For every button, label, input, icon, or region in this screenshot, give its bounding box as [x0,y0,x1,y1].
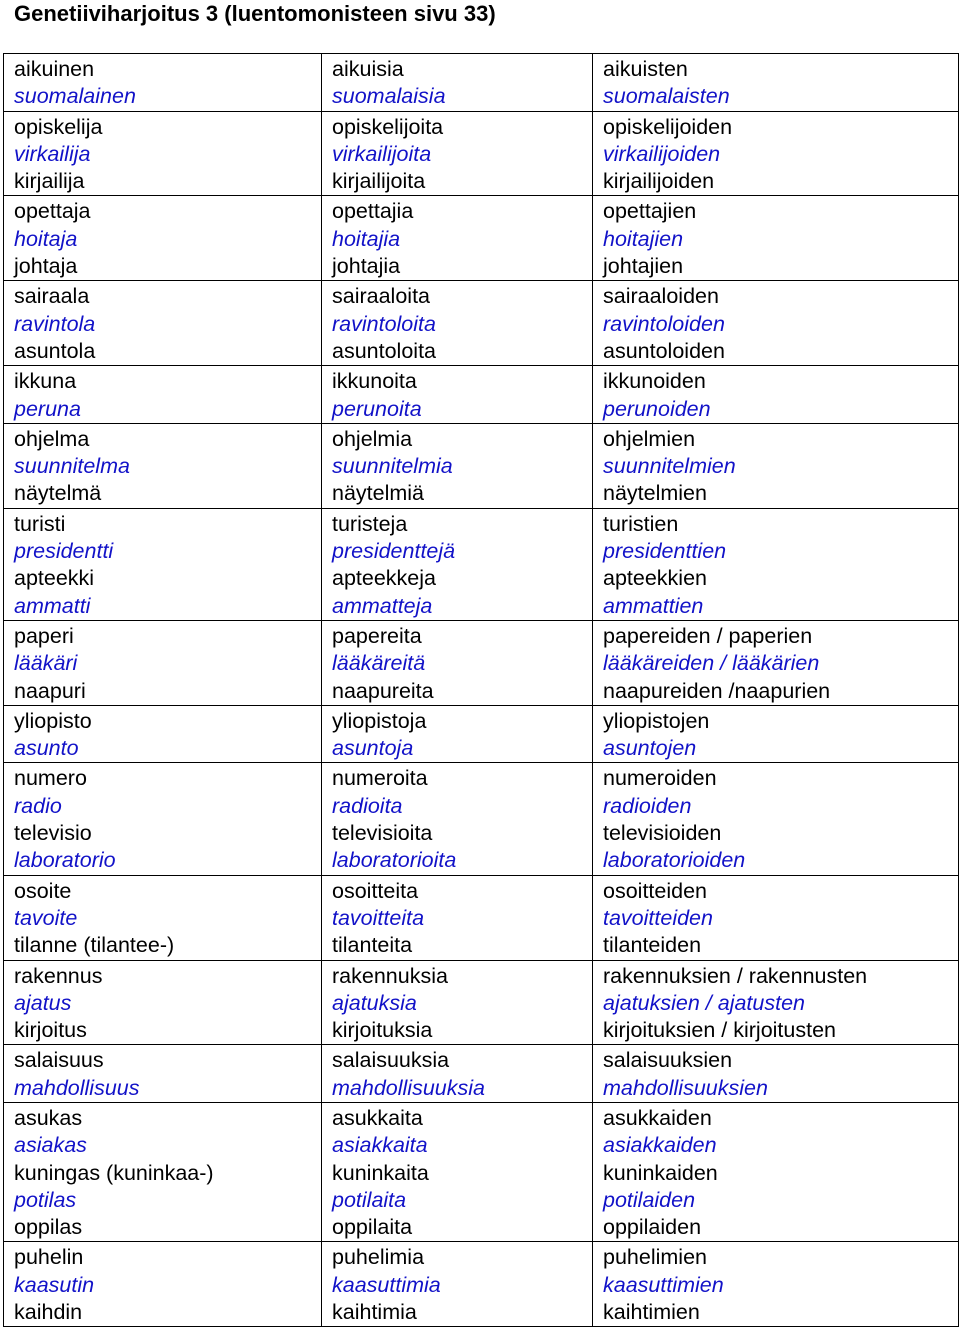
table-row [4,281,959,366]
base-word: kaihdin [14,1300,83,1325]
partitive-plural-cell [322,1045,593,1103]
table-row [4,54,959,112]
genitive-word: näytelmien [603,481,707,506]
partitive-word: ammatteja [332,593,433,618]
genitive-plural-cell [593,196,959,281]
partitive-word: kaasuttimia [332,1272,441,1297]
partitive-word: puhelimia [332,1245,425,1270]
genitive-word: numeroiden [603,766,717,791]
base-form-cell [4,366,322,424]
partitive-word: suunnitelmia [332,454,453,479]
partitive-word: johtajia [332,254,401,279]
base-word: ammatti [14,593,91,618]
partitive-word: ajatuksia [332,990,417,1015]
base-word: ravintola [14,311,96,336]
genitive-plural-cell [593,1045,959,1103]
base-form-cell [4,960,322,1045]
base-word: numero [14,766,87,791]
base-word: turisti [14,511,66,536]
partitive-plural-cell [322,1102,593,1241]
genitive-word: asiakkaiden [603,1133,717,1158]
genitive-plural-cell [593,705,959,763]
genitive-word: apteekkien [603,566,707,591]
genitive-plural-cell [593,366,959,424]
partitive-plural-cell [322,423,593,508]
partitive-word: potilaita [332,1187,407,1212]
base-form-cell [4,1102,322,1241]
partitive-word: aikuisia [332,57,404,81]
genitive-word: potilaiden [603,1187,696,1212]
genitive-word: lääkäreiden / lääkärien [603,651,820,676]
base-word: salaisuus [14,1048,104,1073]
table-row [4,423,959,508]
genitive-word: rakennuksien / rakennusten [603,963,868,988]
base-word: asuntola [14,338,96,363]
genitive-word: presidenttien [603,539,727,564]
table-row [4,366,959,424]
table-row [4,1242,959,1327]
base-word: televisio [14,821,92,846]
genitive-word: asukkaiden [603,1105,712,1130]
base-word: mahdollisuus [14,1075,140,1100]
genitive-word: televisioiden [603,821,722,846]
base-word: hoitaja [14,226,78,251]
table-row [4,620,959,705]
base-word: kirjoitus [14,1018,87,1043]
genitive-plural-cell [593,960,959,1045]
table-row [4,960,959,1045]
partitive-word: perunoita [332,396,422,421]
base-form-cell [4,620,322,705]
partitive-word: asukkaita [332,1105,423,1130]
base-word: laboratorio [14,848,116,873]
base-word: rakennus [14,963,103,988]
partitive-word: kirjoituksia [332,1018,433,1043]
genitive-word: ohjelmien [603,426,696,451]
partitive-word: virkailijoita [332,141,432,166]
base-word: kaasutin [14,1272,95,1297]
partitive-plural-cell [322,763,593,875]
genitive-word: ikkunoiden [603,369,706,394]
table-row [4,763,959,875]
genitive-plural-cell [593,54,959,112]
base-word: yliopisto [14,708,92,733]
base-form-cell [4,281,322,366]
partitive-word: yliopistoja [332,708,427,733]
genitive-word: ammattien [603,593,704,618]
genitive-plural-cell [593,1242,959,1327]
partitive-plural-cell [322,366,593,424]
genitive-word: suunnitelmien [603,454,736,479]
partitive-word: ravintoloita [332,311,436,336]
base-form-cell [4,875,322,960]
genitive-word: tavoitteiden [603,905,713,930]
partitive-word: opiskelijoita [332,114,444,139]
genitive-plural-cell [593,111,959,196]
genitive-word: virkailijoiden [603,141,721,166]
genitive-word: salaisuuksien [603,1048,733,1073]
partitive-plural-cell [322,875,593,960]
partitive-plural-cell [322,620,593,705]
genitive-word: kaasuttimien [603,1272,724,1297]
base-form-cell [4,196,322,281]
partitive-word: laboratorioita [332,848,457,873]
genitive-word: asuntoloiden [603,338,725,363]
genitive-word: osoitteiden [603,878,707,903]
partitive-plural-cell [322,196,593,281]
genitive-word: naapureiden /naapurien [603,678,831,703]
genitive-word: opettajien [603,199,697,224]
partitive-word: ikkunoita [332,369,417,394]
base-form-cell [4,54,322,112]
partitive-word: asiakkaita [332,1133,428,1158]
base-word: radio [14,793,62,818]
base-word: ikkuna [14,369,77,394]
base-word: aikuinen [14,57,95,81]
partitive-word: hoitajia [332,226,401,251]
base-word: presidentti [14,539,114,564]
partitive-word: numeroita [332,766,428,791]
partitive-word: asuntoja [332,736,414,761]
base-word: opettaja [14,199,91,224]
genitive-word: mahdollisuuksien [603,1075,768,1100]
genitive-word: ajatuksien / ajatusten [603,990,805,1015]
genitive-word: perunoiden [603,396,711,421]
partitive-word: naapureita [332,678,434,703]
partitive-word: rakennuksia [332,963,448,988]
base-word: opiskelija [14,114,103,139]
genitive-plural-cell [593,763,959,875]
genitive-plural-cell [593,281,959,366]
base-word: asunto [14,736,79,761]
genitive-word: papereiden / paperien [603,623,813,648]
genitive-word: puhelimien [603,1245,707,1270]
base-form-cell [4,763,322,875]
partitive-word: ohjelmia [332,426,413,451]
base-word: peruna [14,396,81,421]
genitive-plural-cell [593,875,959,960]
base-word: naapuri [14,678,86,703]
genitive-word: sairaaloiden [603,284,719,309]
table-row [4,196,959,281]
base-word: johtaja [14,254,78,279]
base-word: oppilas [14,1215,83,1240]
partitive-word: tilanteita [332,933,413,958]
genitive-word: johtajien [603,254,684,279]
partitive-word: näytelmiä [332,481,425,506]
genitive-plural-cell [593,620,959,705]
partitive-word: radioita [332,793,403,818]
partitive-word: osoitteita [332,878,419,903]
partitive-word: kuninkaita [332,1160,429,1185]
base-word: lääkäri [14,651,78,676]
partitive-word: presidenttejä [332,539,456,564]
genitive-word: turistien [603,511,679,536]
genitive-word: hoitajien [603,226,684,251]
genitive-plural-cell [593,423,959,508]
partitive-plural-cell [322,1242,593,1327]
partitive-word: televisioita [332,821,433,846]
partitive-word: kirjailijoita [332,169,426,194]
partitive-word: suomalaisia [332,84,446,109]
genitive-word: opiskelijoiden [603,114,733,139]
base-word: asiakas [14,1133,87,1158]
partitive-word: lääkäreitä [332,651,426,676]
genitive-word: yliopistojen [603,708,710,733]
base-word: tavoite [14,905,78,930]
partitive-word: sairaaloita [332,284,430,309]
table-row [4,705,959,763]
partitive-word: tavoitteita [332,905,425,930]
partitive-word: turisteja [332,511,408,536]
table-row [4,111,959,196]
partitive-plural-cell [322,111,593,196]
genitive-word: laboratorioiden [603,848,746,873]
base-word: paperi [14,623,74,648]
base-word: suomalainen [14,84,136,109]
genitive-word: suomalaisten [603,84,730,109]
genitive-word: tilanteiden [603,933,702,958]
partitive-plural-cell [322,705,593,763]
genitive-word: kirjailijoiden [603,169,715,194]
genitive-plural-cell [593,508,959,620]
partitive-word: oppilaita [332,1215,413,1240]
base-form-cell [4,1242,322,1327]
genitive-plural-cell [593,1102,959,1241]
base-form-cell [4,1045,322,1103]
partitive-plural-cell [322,960,593,1045]
genitive-word: radioiden [603,793,692,818]
table-row [4,1102,959,1241]
partitive-plural-cell [322,281,593,366]
base-word: ohjelma [14,426,90,451]
base-word: puhelin [14,1245,84,1270]
base-word: apteekki [14,566,95,591]
base-word: virkailija [14,141,91,166]
partitive-word: kaihtimia [332,1300,417,1325]
partitive-plural-cell [322,508,593,620]
partitive-plural-cell [322,54,593,112]
base-word: sairaala [14,284,90,309]
table-row [4,875,959,960]
partitive-word: salaisuuksia [332,1048,450,1073]
base-word: potilas [14,1187,77,1212]
partitive-word: mahdollisuuksia [332,1075,485,1100]
genitive-word: asuntojen [603,736,697,761]
base-word: ajatus [14,990,72,1015]
base-word: asukas [14,1105,83,1130]
base-word: kuningas (kuninkaa-) [14,1160,214,1185]
table-row [4,1045,959,1103]
genitive-word: oppilaiden [603,1215,702,1240]
base-word: suunnitelma [14,454,130,479]
base-word: kirjailija [14,169,85,194]
base-form-cell [4,508,322,620]
base-word: näytelmä [14,481,102,506]
partitive-word: asuntoloita [332,338,436,363]
genitive-word: kaihtimien [603,1300,700,1325]
genitive-word: kirjoituksien / kirjoitusten [603,1018,837,1043]
genitive-word: kuninkaiden [603,1160,718,1185]
base-form-cell [4,705,322,763]
partitive-word: papereita [332,623,422,648]
base-word: osoite [14,878,72,903]
base-form-cell [4,111,322,196]
partitive-word: opettajia [332,199,414,224]
base-word: tilanne (tilantee-) [14,933,175,958]
genitive-word: ravintoloiden [603,311,725,336]
genitive-word: aikuisten [603,57,688,81]
genitive-exercise-table [3,53,959,1327]
table-row [4,508,959,620]
base-form-cell [4,423,322,508]
partitive-word: apteekkeja [332,566,436,591]
page-title: Genetiiviharjoitus 3 (luentomonisteen sivu 33) [14,1,496,26]
